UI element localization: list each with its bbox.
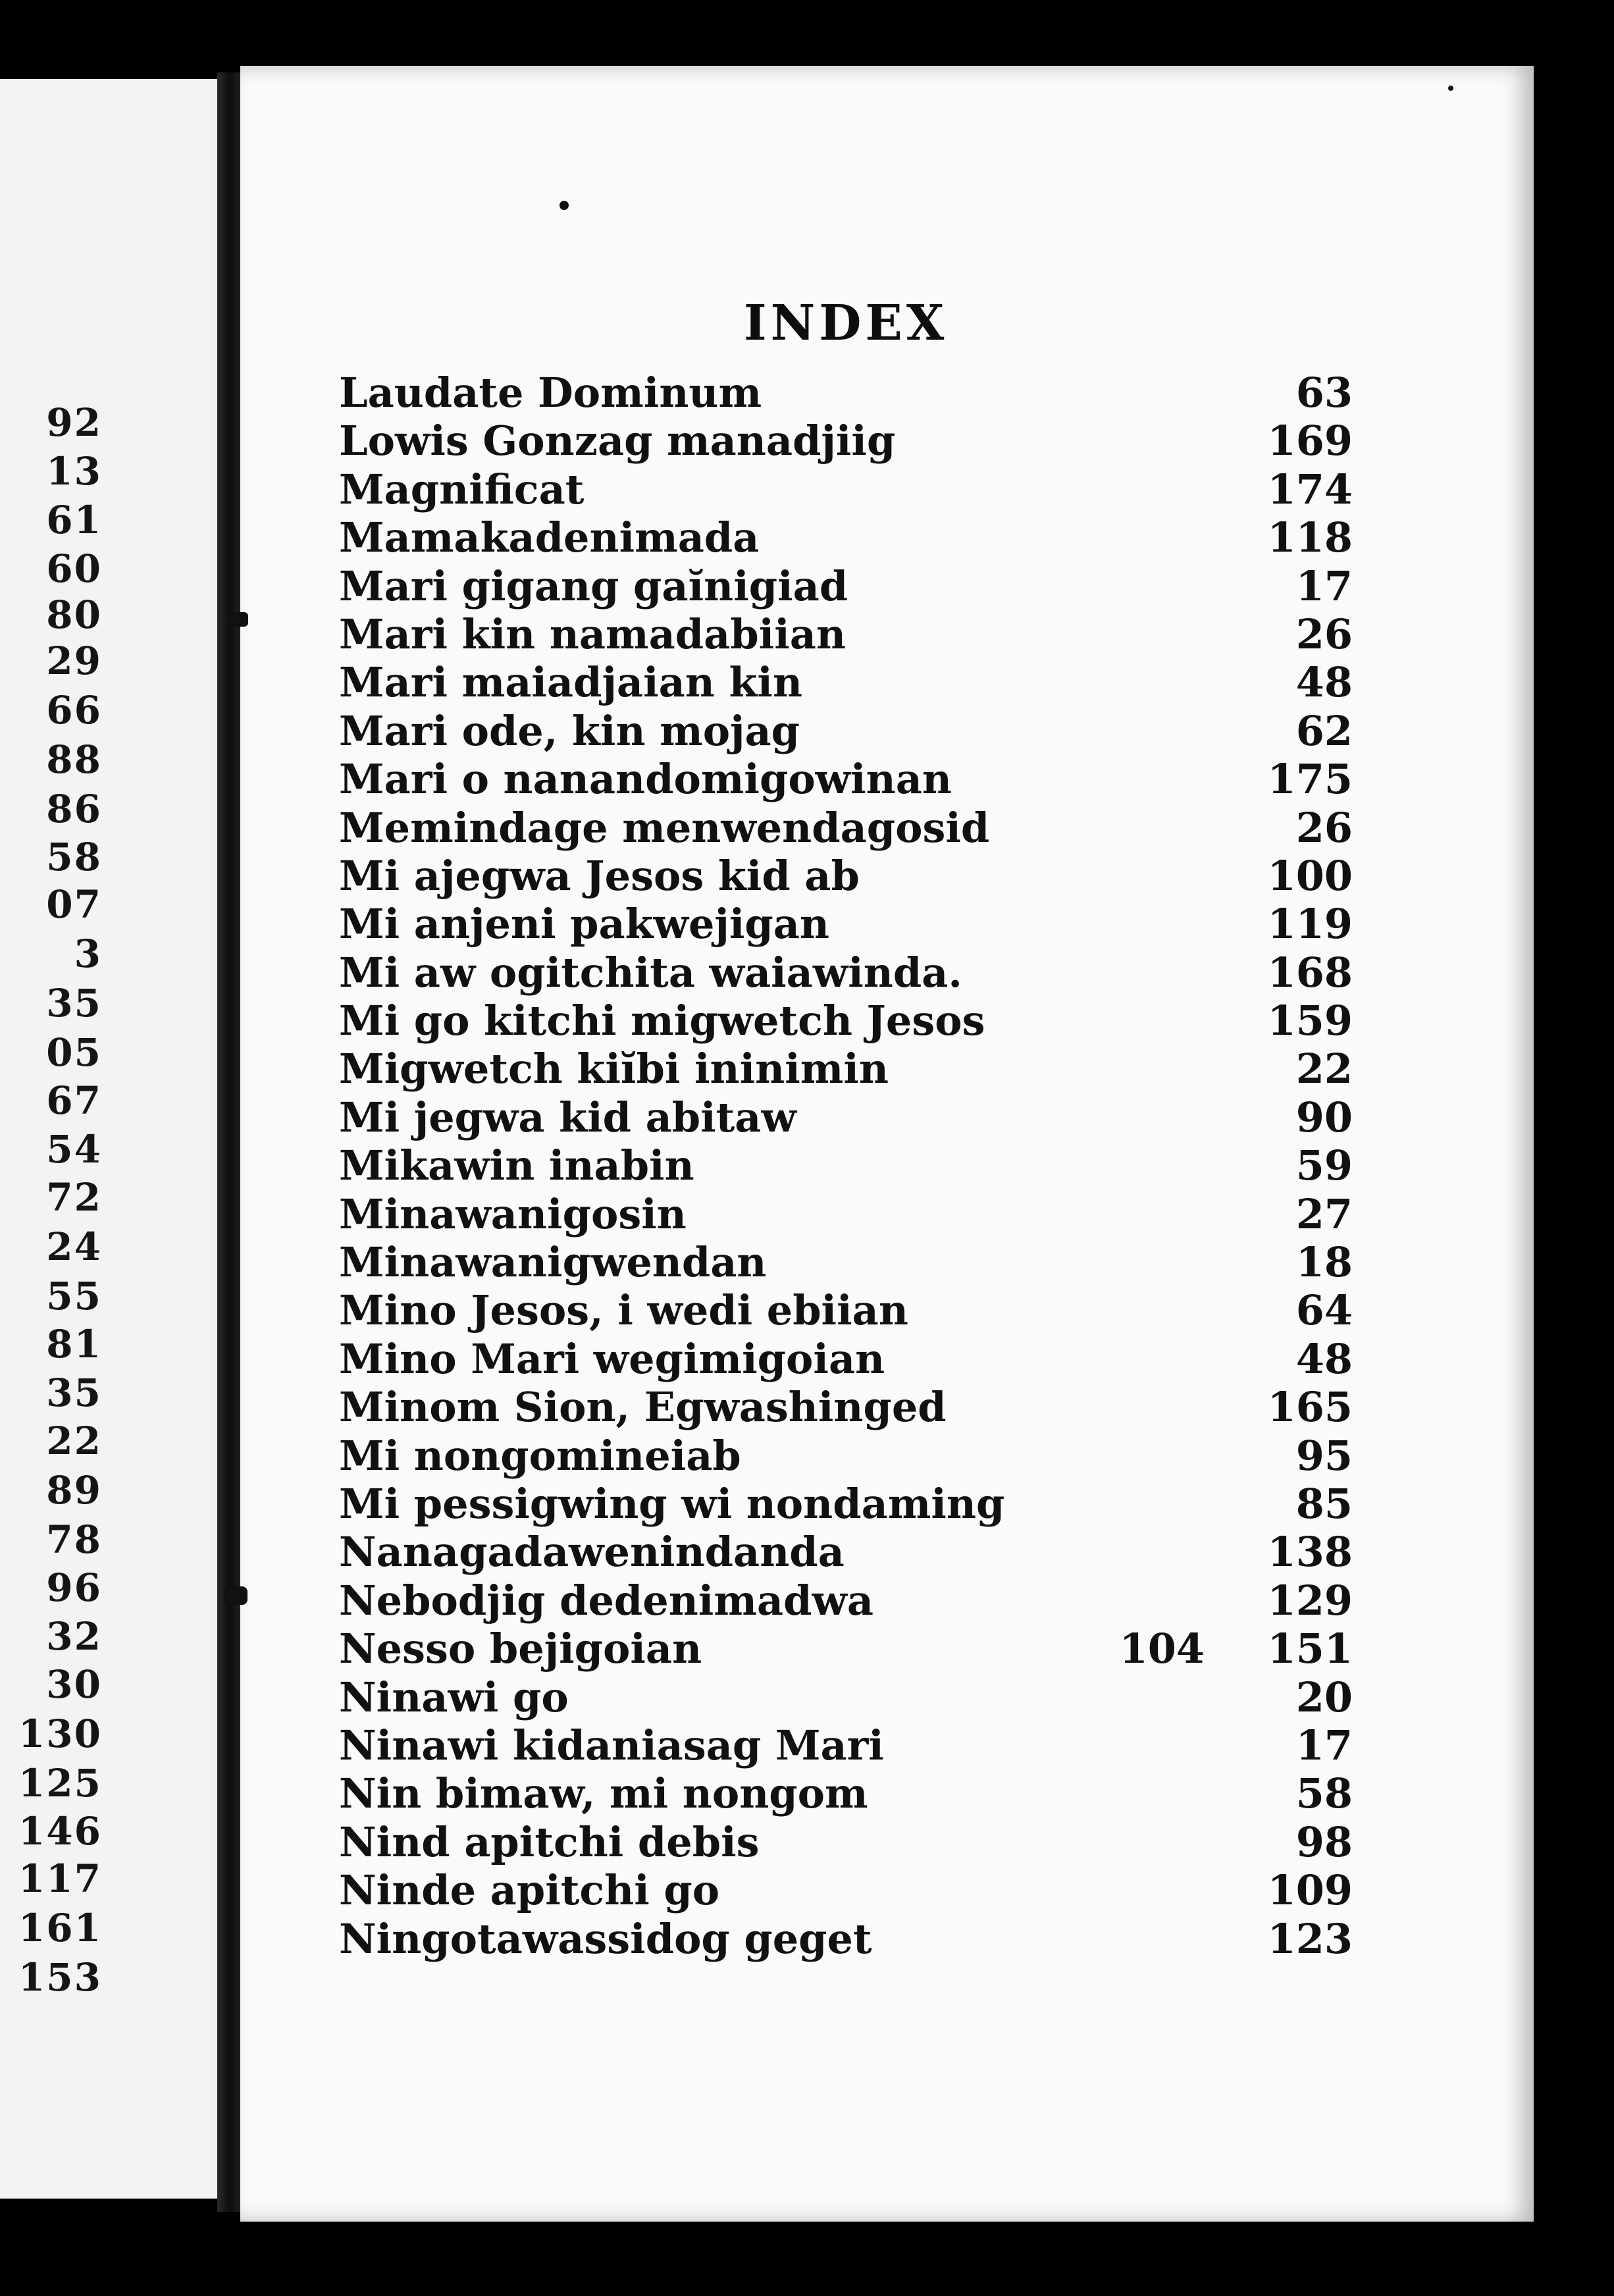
entry-page-number: 18 [1295, 1238, 1353, 1287]
left-page-number: 146 [18, 1809, 102, 1854]
entry-page-number: 151 [1267, 1625, 1353, 1673]
entry-title: Ninawi go [339, 1673, 569, 1721]
entry-page-number: 90 [1295, 1093, 1353, 1141]
index-entry [339, 1769, 1353, 1817]
entry-title: Ninawi kidaniasag Mari [339, 1721, 884, 1769]
entry-page-number: 118 [1267, 513, 1353, 562]
index-entry [339, 562, 1353, 610]
entry-title: Mi go kitchi migwetch Jesos [339, 997, 985, 1045]
index-entry [339, 1577, 1353, 1625]
entry-title: Nesso bejigoian [339, 1625, 702, 1673]
entry-title: Mari ode, kin mojag [339, 706, 800, 755]
entry-page-number: 59 [1295, 1141, 1353, 1190]
index-entry [339, 1721, 1353, 1769]
left-page-number: 80 [46, 592, 102, 637]
index-entry [339, 1093, 1353, 1141]
entry-page-number: 22 [1295, 1045, 1353, 1093]
entry-title: Minom Sion, Egwashinged [339, 1383, 947, 1432]
entry-title: Mari gigang gaĭnigiad [339, 561, 848, 610]
entry-title: Mi jegwa kid abitaw [339, 1093, 796, 1141]
entry-page-number: 168 [1267, 948, 1353, 997]
left-page-number: 22 [46, 1419, 102, 1463]
entry-title: Mino Mari wegimigoian [339, 1334, 885, 1383]
index-entry [339, 852, 1353, 900]
ink-speck [224, 1586, 247, 1605]
index-entry [339, 900, 1353, 948]
index-entry [339, 1045, 1353, 1093]
entry-page-number: 58 [1295, 1769, 1353, 1818]
left-page-number: 29 [46, 639, 102, 683]
index-entry [339, 1383, 1353, 1431]
entry-page-number: 95 [1295, 1431, 1353, 1480]
entry-page-number: 48 [1295, 1334, 1353, 1383]
left-page-number: 117 [18, 1856, 102, 1901]
left-page-number: 86 [46, 787, 102, 831]
left-page-number: 89 [46, 1468, 102, 1513]
entry-page-number: 17 [1295, 561, 1353, 610]
entry-page-number: 62 [1295, 706, 1353, 755]
index-entry [339, 513, 1353, 561]
entry-page-number: 159 [1267, 997, 1353, 1045]
left-page-number: 07 [46, 882, 102, 927]
entry-title: Mamakadenimada [339, 513, 760, 562]
entry-title: Migwetch kiĭbi ininimin [339, 1045, 889, 1093]
index-entry [339, 997, 1353, 1045]
left-page-number: 54 [46, 1127, 102, 1172]
left-page-number: 24 [46, 1224, 102, 1269]
entry-page-number: 119 [1267, 900, 1353, 949]
entry-page-number: 64 [1295, 1286, 1353, 1335]
left-page-number: 88 [46, 737, 102, 782]
entry-page-number: 165 [1267, 1383, 1353, 1432]
entry-page-number: 26 [1295, 610, 1353, 658]
entry-page-number: 85 [1295, 1479, 1353, 1528]
ink-speck [560, 201, 569, 210]
entry-title: Minawanigwendan [339, 1238, 767, 1287]
index-entry [339, 804, 1353, 852]
entry-title: Ningotawassidog geget [339, 1914, 872, 1963]
entry-page-number: 109 [1267, 1866, 1353, 1915]
index-entry [339, 1432, 1353, 1480]
index-entry [339, 1818, 1353, 1866]
entry-title: Nind apitchi debis [339, 1817, 760, 1866]
left-page-number: 35 [46, 1370, 102, 1415]
left-page-number: 58 [46, 835, 102, 879]
index-entry [339, 1673, 1353, 1721]
index-entry [339, 1625, 1353, 1673]
entry-title: Nin bimaw, mi nongom [339, 1769, 868, 1818]
entry-title: Mari kin namadabiian [339, 610, 846, 658]
entry-page-number: 138 [1267, 1528, 1353, 1577]
left-page-number: 30 [46, 1662, 102, 1707]
left-page-number: 3 [74, 931, 102, 976]
index-entry [339, 707, 1353, 755]
entry-page-number: 169 [1267, 417, 1353, 465]
entry-page-number: 17 [1295, 1721, 1353, 1769]
entry-title: Mari o nanandomigowinan [339, 755, 952, 804]
left-page-number: 130 [18, 1711, 102, 1756]
left-page-number: 72 [46, 1175, 102, 1220]
entry-title: Mi nongomineiab [339, 1431, 741, 1480]
entry-page-number: 26 [1295, 803, 1353, 852]
entry-title: Mi pessigwing wi nondaming [339, 1479, 1005, 1528]
left-page-number: 61 [46, 498, 102, 542]
left-page-number: 96 [46, 1565, 102, 1610]
entry-title: Lowis Gonzag manadjiig [339, 417, 896, 465]
left-page-number: 67 [46, 1078, 102, 1123]
entry-title: Memindage menwendagosid [339, 803, 990, 852]
entry-page-number: 63 [1295, 369, 1353, 417]
entry-page-number: 20 [1295, 1673, 1353, 1721]
left-page-number: 78 [46, 1517, 102, 1562]
index-entry [339, 1866, 1353, 1914]
entry-page-number: 174 [1267, 465, 1353, 513]
entry-page-number: 98 [1295, 1817, 1353, 1866]
index-entry [339, 417, 1353, 465]
index-entry [339, 1190, 1353, 1238]
index-entry [339, 1238, 1353, 1286]
index-list [339, 369, 1353, 1963]
entry-title: Laudate Dominum [339, 369, 762, 417]
left-page-number: 60 [46, 546, 102, 591]
entry-page-number: 175 [1267, 755, 1353, 804]
ink-speck [228, 612, 248, 627]
index-entry [339, 1528, 1353, 1576]
entry-title: Mi aw ogitchita waiawinda. [339, 948, 962, 997]
entry-title: Minawanigosin [339, 1189, 687, 1238]
page-title: INDEX [744, 295, 949, 352]
index-entry [339, 1335, 1353, 1383]
left-page-number: 32 [46, 1614, 102, 1659]
entry-title: Mari maiadjaian kin [339, 658, 803, 707]
index-entry [339, 658, 1353, 706]
left-page-number: 66 [46, 688, 102, 733]
index-entry [339, 465, 1353, 513]
entry-page-number: 100 [1267, 851, 1353, 900]
left-page-number: 153 [18, 1955, 102, 2000]
index-entry [339, 755, 1353, 803]
index-entry [339, 1915, 1353, 1963]
index-entry [339, 1480, 1353, 1528]
entry-title: Nanagadawenindanda [339, 1528, 845, 1577]
entry-page-number: 48 [1295, 658, 1353, 707]
left-page-number: 125 [18, 1761, 102, 1806]
entry-title: Mi anjeni pakwejigan [339, 900, 829, 949]
left-page-number: 13 [46, 449, 102, 494]
index-entry [339, 1286, 1353, 1334]
left-page-number: 05 [46, 1030, 102, 1075]
left-page-number: 55 [46, 1274, 102, 1318]
entry-title: Mi ajegwa Jesos kid ab [339, 851, 860, 900]
entry-page-number: 123 [1267, 1914, 1353, 1963]
entry-page-number: 129 [1267, 1576, 1353, 1625]
left-page-number: 81 [46, 1322, 102, 1367]
entry-title: Ninde apitchi go [339, 1866, 720, 1915]
index-entry [339, 1141, 1353, 1189]
index-entry [339, 949, 1353, 997]
entry-page-number: 27 [1295, 1189, 1353, 1238]
previous-page [0, 79, 238, 2199]
ink-speck [1448, 86, 1453, 91]
entry-title: Magnificat [339, 465, 585, 513]
entry-title: Mino Jesos, i wedi ebiian [339, 1286, 908, 1335]
index-entry [339, 369, 1353, 417]
entry-title: Nebodjig dedenimadwa [339, 1576, 873, 1625]
left-page-number: 92 [46, 400, 102, 445]
left-page-number: 161 [18, 1906, 102, 1950]
left-page-number: 35 [46, 981, 102, 1026]
index-entry [339, 610, 1353, 658]
entry-alt-page-number: 104 [1119, 1625, 1205, 1673]
entry-title: Mikawin inabin [339, 1141, 694, 1190]
